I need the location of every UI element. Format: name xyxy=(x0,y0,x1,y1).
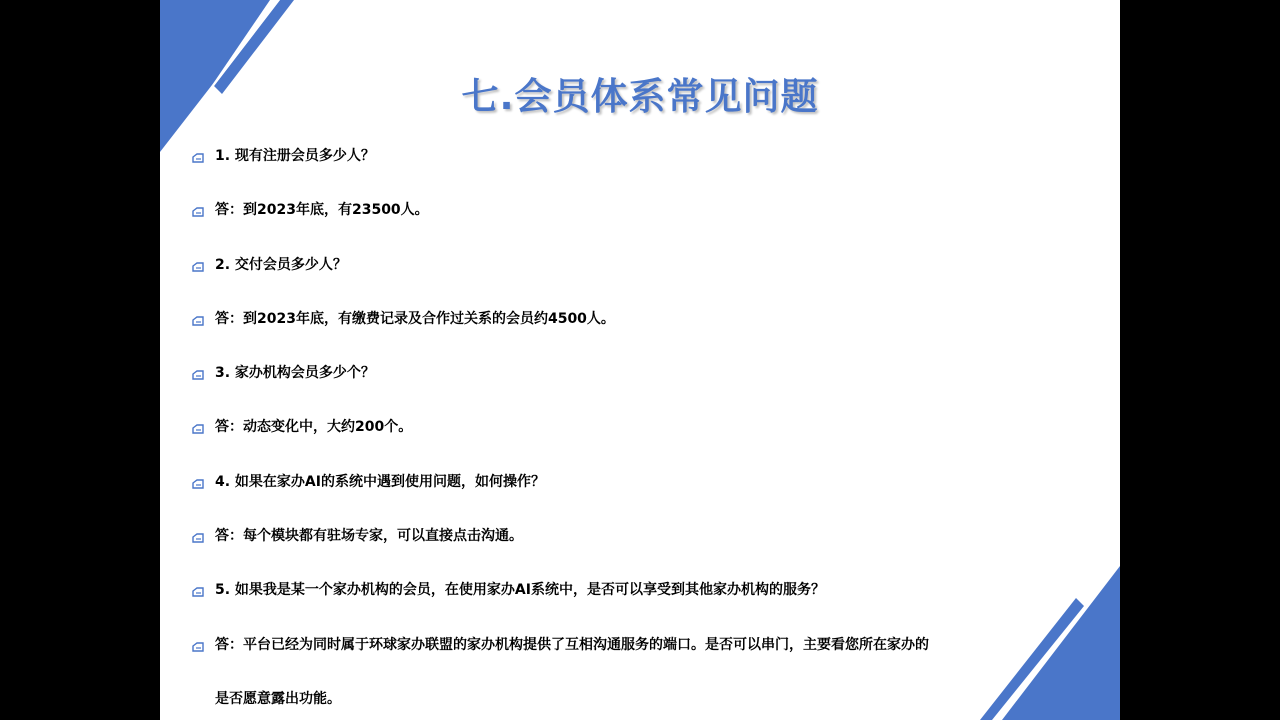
faq-answer: 答：每个模块都有驻场专家，可以直接点击沟通。 xyxy=(215,528,523,545)
faq-item-q4 xyxy=(192,466,929,520)
faq-answer-continued: 是否愿意露出功能。 xyxy=(215,690,341,707)
bottom-right-triangle xyxy=(1002,566,1120,720)
faq-item-a5-continued xyxy=(192,683,929,720)
tag-bullet-icon xyxy=(192,586,204,598)
faq-item-a2 xyxy=(192,303,929,357)
faq-item-a4 xyxy=(192,520,929,574)
faq-item-q1 xyxy=(192,140,929,194)
faq-question: 1. 现有注册会员多少人？ xyxy=(215,148,375,164)
faq-question: 3. 家办机构会员多少个？ xyxy=(215,365,375,382)
faq-item-a1 xyxy=(192,194,929,248)
faq-answer: 答：到2023年底，有缴费记录及合作过关系的会员约4500人。 xyxy=(215,310,615,327)
faq-item-q2 xyxy=(192,249,929,303)
faq-answer: 答：平台已经为同时属于环球家办联盟的家办机构提供了互相沟通服务的端口。是否可以串门，主要看您所在家办的 xyxy=(215,636,929,653)
faq-question: 5. 如果我是某一个家办机构的会员，在使用家办AI系统中，是否可以享受到其他家办机构的服务？ xyxy=(215,582,825,599)
tag-bullet-icon xyxy=(192,206,204,218)
slide xyxy=(160,0,1120,720)
tag-bullet-icon xyxy=(192,261,204,273)
faq-question: 2. 交付会员多少人？ xyxy=(215,256,347,273)
faq-list xyxy=(192,140,929,720)
tag-bullet-icon xyxy=(192,478,204,490)
tag-bullet-icon xyxy=(192,423,204,435)
faq-answer: 答：到2023年底，有23500人。 xyxy=(215,202,429,219)
tag-bullet-icon xyxy=(192,641,204,653)
faq-item-a3 xyxy=(192,411,929,465)
page-title: 七.会员体系常见问题 xyxy=(461,75,819,118)
faq-item-q3 xyxy=(192,357,929,411)
tag-bullet-icon xyxy=(192,315,204,327)
faq-question: 4. 如果在家办AI的系统中遇到使用问题，如何操作？ xyxy=(215,473,545,490)
faq-item-q5 xyxy=(192,574,929,628)
tag-bullet-icon xyxy=(192,532,204,544)
tag-bullet-icon xyxy=(192,369,204,381)
faq-answer: 答：动态变化中，大约200个。 xyxy=(215,419,413,436)
faq-item-a5 xyxy=(192,629,929,683)
tag-bullet-icon xyxy=(192,152,204,164)
